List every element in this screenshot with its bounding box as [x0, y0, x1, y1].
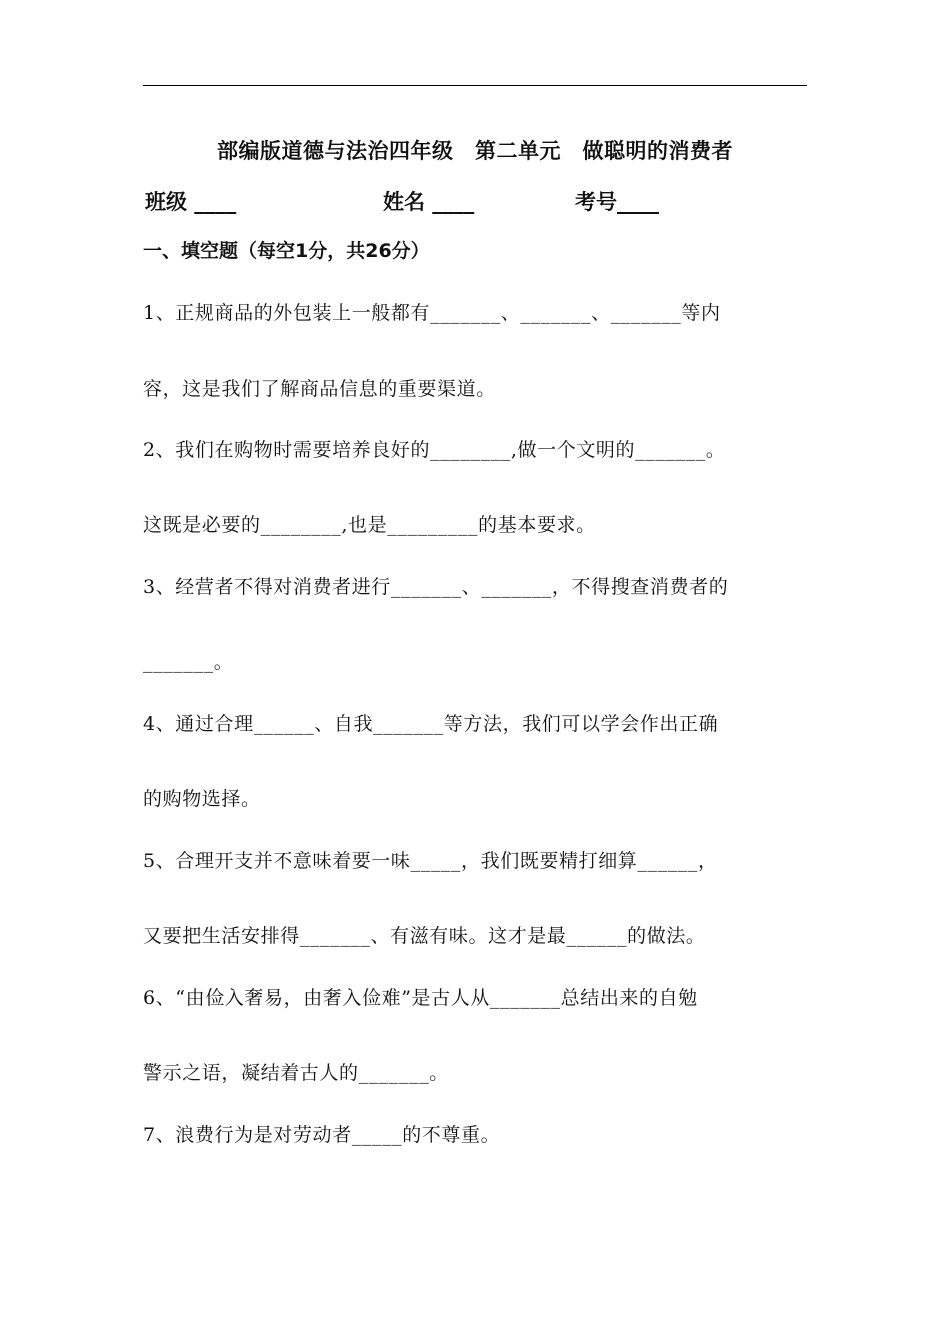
header-rule: [143, 85, 807, 86]
question-line: 6、“由俭入奢易，由奢入俭难”是古人从_______总结出来的自勉: [143, 987, 698, 1009]
question-line: 5、合理开支并不意味着要一味_____，我们既要精打细算______，: [143, 850, 718, 872]
question-line: 这既是必要的________,也是_________的基本要求。: [143, 514, 596, 536]
exam-number-field-label: 考号____: [575, 190, 659, 214]
name-field-label: 姓名 ____: [383, 190, 475, 214]
question-line: 又要把生活安排得_______、有滋有味。这才是最______的做法。: [143, 925, 706, 947]
class-field-label: 班级 ____: [145, 190, 237, 214]
question-line: 2、我们在购物时需要培养良好的________,做一个文明的_______。: [143, 439, 726, 461]
question-line: 的购物选择。: [143, 788, 261, 810]
question-line: _______。: [143, 651, 234, 673]
section-heading: 一、填空题（每空1分，共26分）: [143, 240, 430, 262]
question-line: 1、正规商品的外包装上一般都有_______、_______、_______等内: [143, 302, 721, 324]
document-title: 部编版道德与法治四年级 第二单元 做聪明的消费者: [217, 139, 733, 163]
question-line: 4、通过合理______、自我_______等方法，我们可以学会作出正确: [143, 713, 719, 735]
question-line: 3、经营者不得对消费者进行_______、_______，不得搜查消费者的: [143, 576, 729, 598]
question-line: 7、浪费行为是对劳动者_____的不尊重。: [143, 1124, 501, 1146]
question-line: 警示之语，凝结着古人的_______。: [143, 1062, 449, 1084]
question-line: 容，这是我们了解商品信息的重要渠道。: [143, 378, 496, 400]
